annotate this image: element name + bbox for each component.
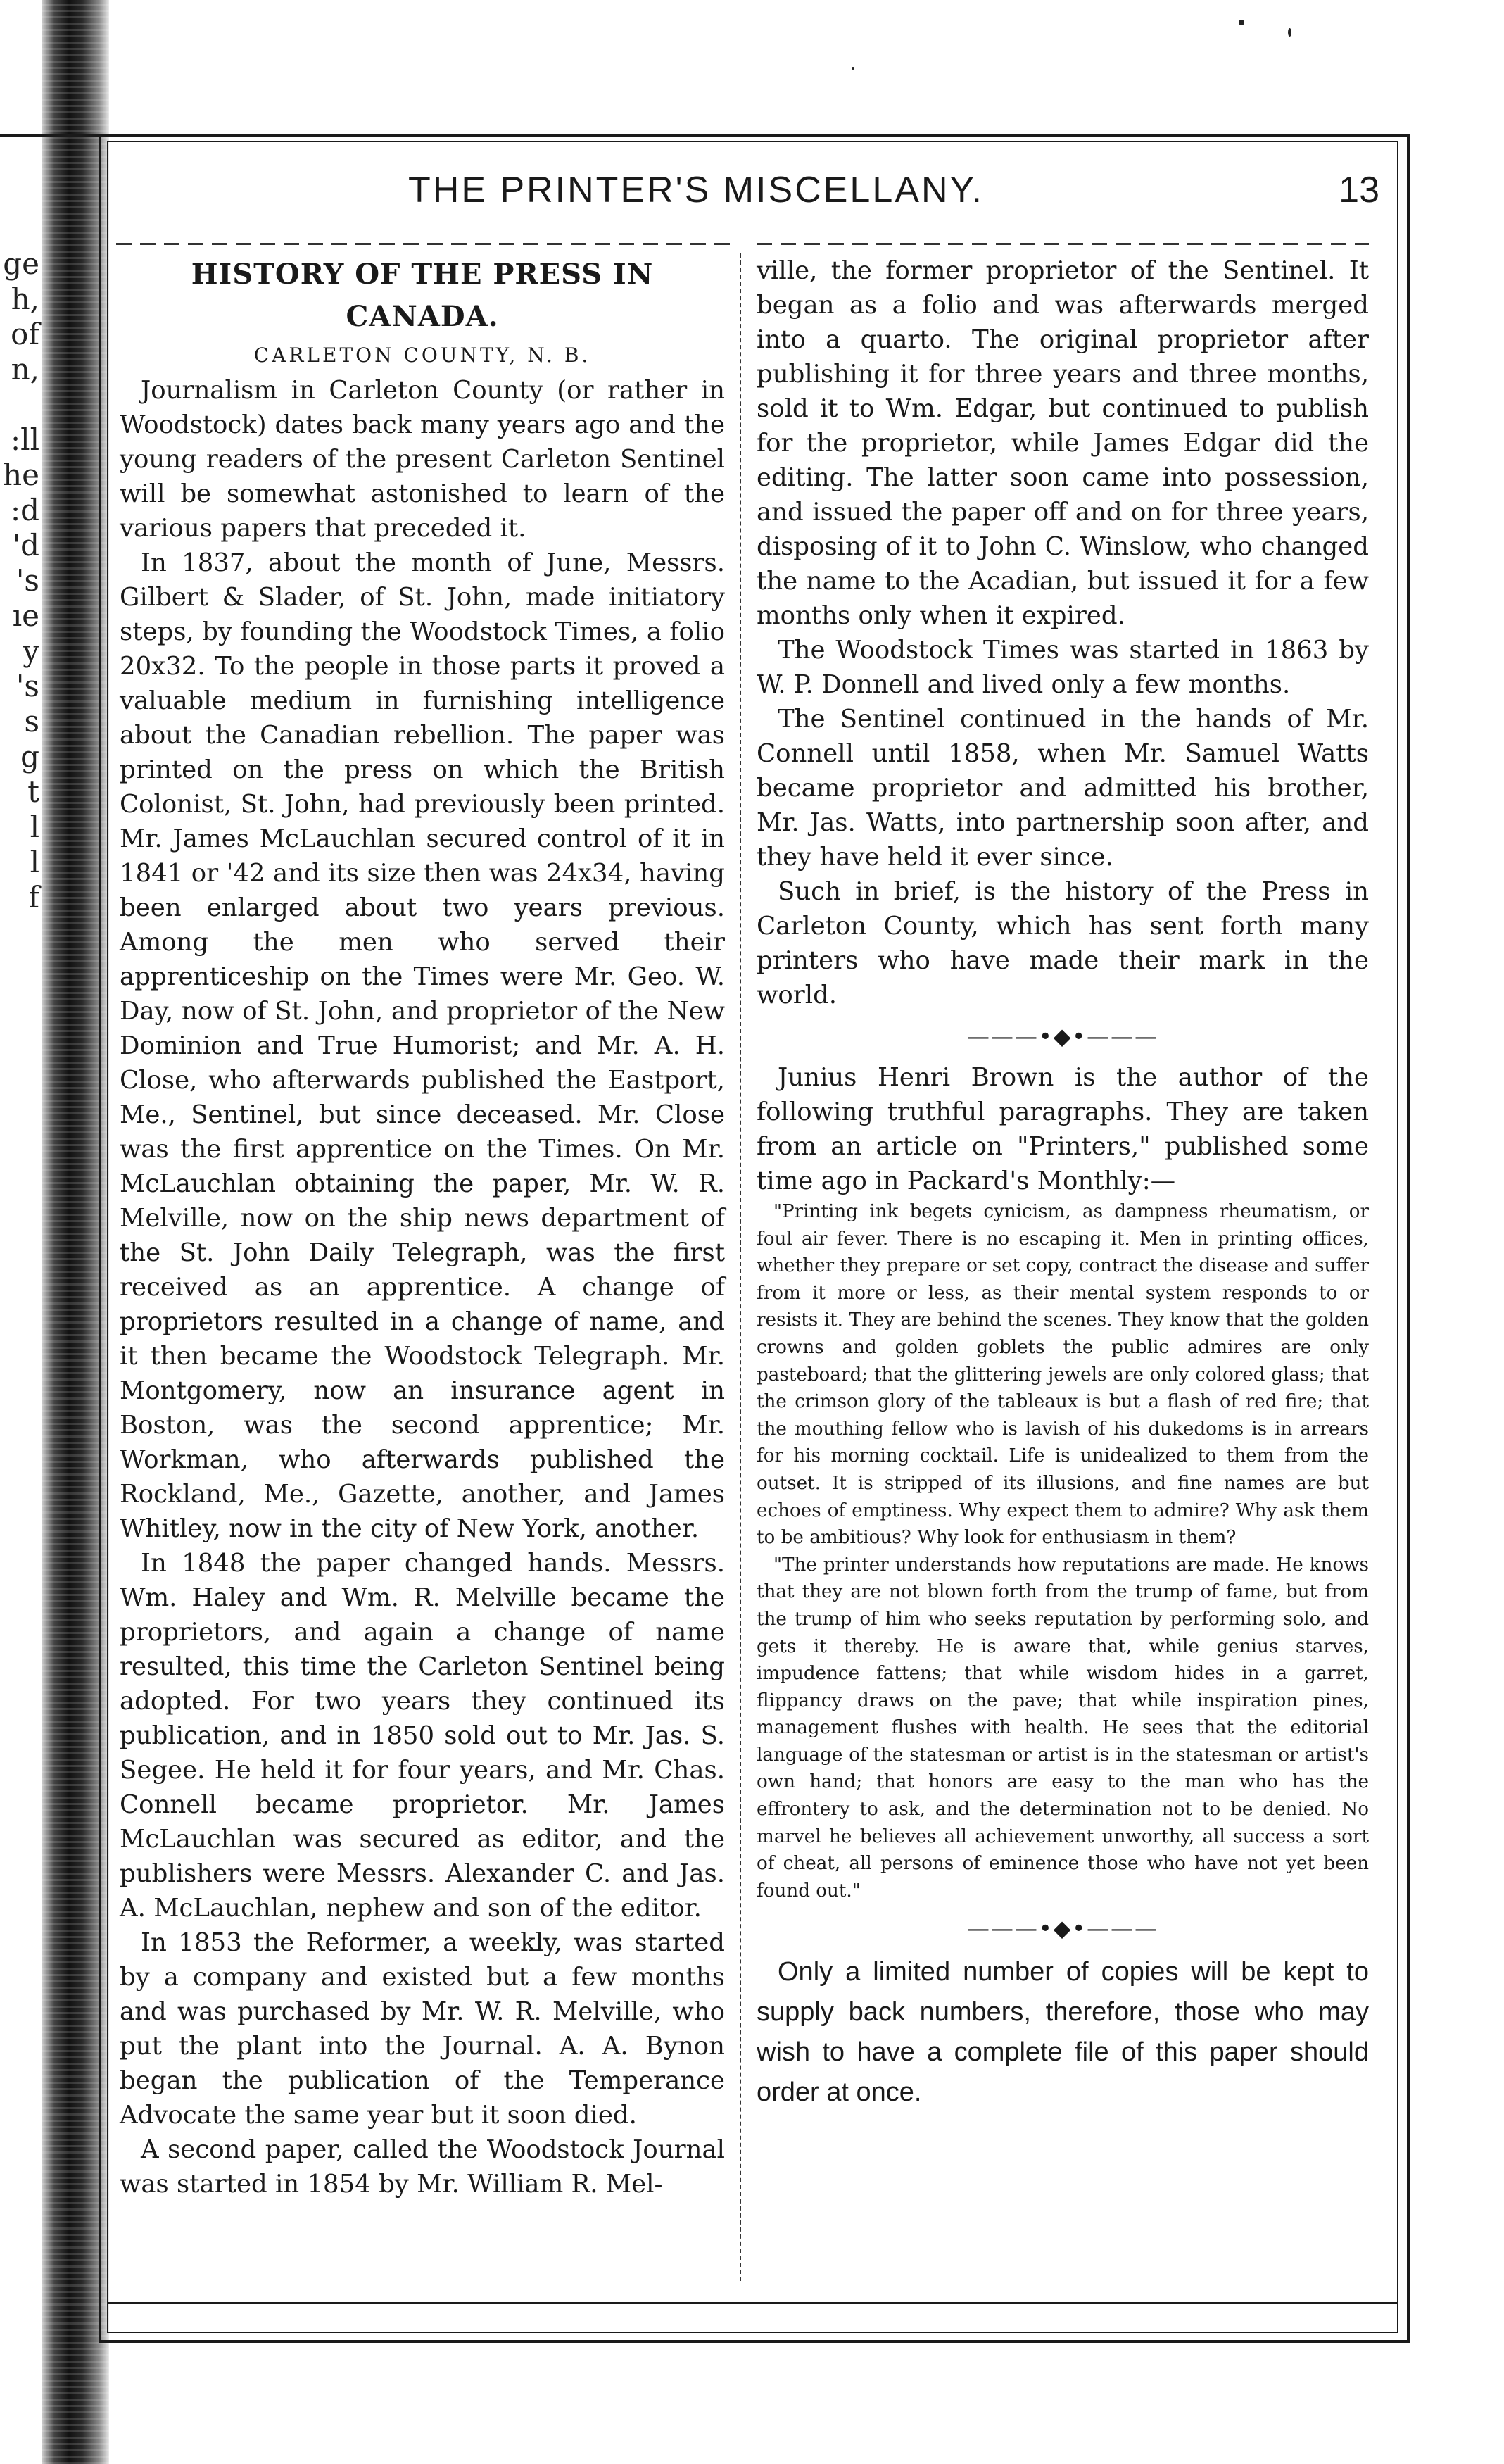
section-ornament: ———•◆•———: [966, 1915, 1159, 1942]
article-subtitle: CARLETON COUNTY, N. B.: [253, 344, 591, 367]
facing-page-fragment: [0, 986, 42, 1021]
paragraph: In 1853 the Reformer, a weekly, was started by a company and existed but a few months and was purchased by Mr. W. R. Melville, who put the plant into the Journal. A. A. Bynon began the publication of the Temperance Advocate the same year but it soon died.: [120, 1928, 725, 2130]
quote-paragraph: "The printer understands how reputations are made. He knows that they are not blown forth from the trump of fame, but from the trump of him who seeks reputation by performing solo, and gets it thereby. He is aware that, while genius starves, impudence fattens; that while wisdom hides in a garret, flippancy draws on the pave; that while inspiration pines, management flushes with health. He sees that the editorial language of the statesman or artist is in the statesman or artist's own hand; that honors are easy to the man who has the effrontery to ask, and the determination not to be denied. No marvel he believes all achievement unworthy, all success a sort of cheat, all persons of eminence those who have not yet been found out.": [757, 1554, 1369, 1902]
facing-page-fragment: [0, 915, 42, 950]
facing-page-fragment: g: [20, 739, 39, 774]
ink-speck: [1288, 28, 1291, 37]
ink-speck: [1239, 20, 1244, 25]
facing-page-fragment: [0, 387, 42, 422]
page-number: 13: [1339, 170, 1379, 210]
paragraph: A second paper, called the Woodstock Journal was started in 1854 by Mr. William R. Mel-: [120, 2135, 725, 2199]
facing-page-fragment: y: [23, 634, 39, 668]
running-head: [113, 162, 1379, 218]
facing-page-fragment: s: [24, 704, 39, 738]
facing-page-fragment: l: [30, 810, 39, 844]
paragraph: ville, the former proprietor of the Sentinel. It began as a folio and was afterwards merged into a quarto. The original proprietor after publishing it for three years and three months, sold it to Wm. Edgar, but continued to publish for the proprietor, while James Edgar did the editing. The latter soon came into possession, and issued the paper off and on for three years, disposing of it to John C. Winslow, who changed the name to the Acadian, but issued it for a few months only when it expired.: [757, 256, 1369, 630]
header-dashed-rule-right: [757, 243, 1369, 245]
back-numbers-notice: Only a limited number of copies will be kept to supply back numbers, therefore, those who may wish to have a complete file of this paper should order at once.: [757, 1957, 1369, 2108]
paragraph: In 1837, about the month of June, Messrs. Gilbert & Slader, of St. John, made initiatory steps, by founding the Woodstock Times, a folio 20x32. To the people in those parts it proved a valuable medium in furnishing intelligence about the Canadian rebellion. The paper was printed on the press on which the British Colonist, St. John, had previously been printed. Mr. James McLauchlan secured control of it in 1841 or '42 and its size then was 24x34, having been enlarged about two years previous. Among the men who served their apprenticeship on the Times were Mr. Geo. W. Day, now of St. John, and proprietor of the New Dominion and True Humorist; and Mr. A. H. Close, who afterwards published the Eastport, Me., Sentinel, but since deceased. Mr. Close was the first apprentice on the Times. On Mr. McLauchlan obtaining the paper, Mr. W. R. Melville, now on the ship news department of the St. John Daily Telegraph, was the first received as an apprentice. A change of proprietors resulted in a change of name, and it then became the Woodstock Telegraph. Mr. Montgomery, now an insurance agent in Boston, was the second apprentice; Mr. Workman, who afterwards published the Rockland, Me., Gazette, another, and James Whitley, now in the city of New York, another.: [120, 548, 725, 1543]
publication-title: THE PRINTER'S MISCELLANY.: [408, 170, 984, 210]
article-title: HISTORY OF THE PRESS IN CANADA.: [191, 258, 654, 333]
facing-page-fragment: :d: [10, 493, 39, 527]
facing-page-fragment: 'd: [12, 528, 39, 562]
paragraph: In 1848 the paper changed hands. Messrs. Wm. Haley and Wm. R. Melville became the proprietors, and again a change of name resulted, this time the Carleton Sentinel being adopted. For two years they continued its publication, and in 1850 sold out to Mr. Jas. S. Segee. He held it for four years, and Mr. Chas. Connell became proprietor. Mr. James McLauchlan was secured as editor, and the publishers were Messrs. Alexander C. and Jas. A. McLauchlan, nephew and son of the editor.: [120, 1549, 725, 1923]
quote-paragraph: "Printing ink begets cynicism, as dampness rheumatism, or foul air fever. There is no escaping it. Men in printing offices, whether they prepare or set copy, contract the disease and suffer from it more or less, as their mental system responds to or resists it. They are behind the scenes. They know that the golden crowns and golden goblets the public admires are only pasteboard; that the glittering jewels are only colored glass; that the crimson glory of the tableaux is but a flash of red fire; that the mouthing fellow who is lavish of his dukedoms is in arrears for his morning cocktail. Life is unidealized to them from the outset. It is stripped of its illusions, and fine names are but echoes of emptiness. Why expect them to admire? Why ask them to be ambitious? Why look for enthusiasm in them?: [757, 1201, 1369, 1549]
facing-page-fragment: [0, 950, 42, 986]
facing-page-fragment: t: [27, 774, 39, 809]
facing-page-fragment: 's: [15, 669, 39, 703]
section-ornament: ———•◆•———: [966, 1023, 1159, 1050]
facing-page-fragment: h,: [11, 282, 39, 316]
facing-page-fragment: ıe: [12, 598, 39, 633]
facing-page-fragment: f: [28, 880, 39, 914]
brown-intro: Junius Henri Brown is the author of the following truthful paragraphs. They are taken from an article on "Printers," published some time ago in Packard's Monthly:—: [757, 1063, 1369, 1195]
blockquote: [757, 1198, 1369, 1904]
facing-page-fragment: l: [30, 845, 39, 879]
paragraph: Journalism in Carleton County (or rather in Woodstock) dates back many years ago and the young readers of the present Carleton Sentinel will be somewhat astonished to learn of the various papers that preceded it.: [120, 376, 725, 543]
right-column: [757, 253, 1369, 2113]
bottom-rule: [107, 2302, 1398, 2304]
column-divider: [740, 253, 741, 2281]
facing-page-fragment: 's: [15, 563, 39, 598]
facing-page-fragment: :ll: [10, 422, 39, 457]
facing-page-fragment: n,: [11, 352, 39, 386]
header-dashed-rule-left: [116, 243, 732, 245]
facing-page-fragment: he: [3, 458, 39, 492]
paragraph: Such in brief, is the history of the Press in Carleton County, which has sent forth many printers who have made their mark in the world.: [757, 877, 1369, 1010]
facing-page-fragment: ge: [3, 246, 39, 281]
facing-page-margin: [0, 246, 42, 1021]
facing-page-fragment: of: [11, 317, 39, 351]
left-column: [120, 253, 725, 2201]
ink-speck: [852, 67, 854, 70]
paragraph: The Woodstock Times was started in 1863 by W. P. Donnell and lived only a few months.: [757, 636, 1369, 699]
paragraph: The Sentinel continued in the hands of Mr. Connell until 1858, when Mr. Samuel Watts became proprietor and admitted his brother, Mr. Jas. Watts, into partnership soon after, and they have held it ever since.: [757, 705, 1369, 872]
